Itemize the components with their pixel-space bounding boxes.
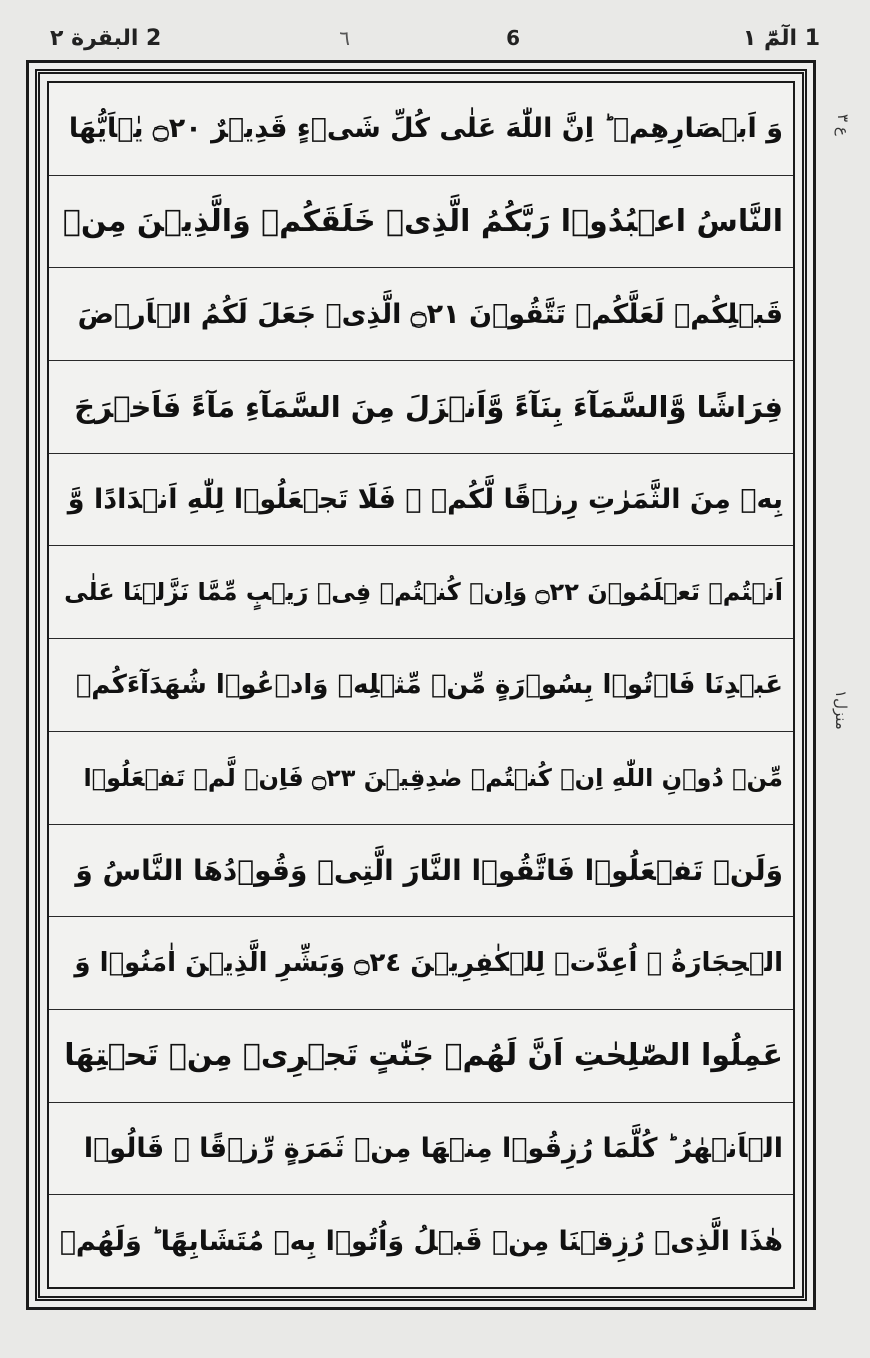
verse-text: الۡاَنۡهٰرُ ؕ كُلَّمَا رُزِقُوۡا مِنۡهَا مِنۡ ثَمَرَةٍ رِّزۡقًا ۙ قَالُوۡا xyxy=(83,1132,783,1164)
verse-text: مِّنۡ دُوۡنِ اللّٰهِ اِنۡ كُنۡتُمۡ صٰدِقِيۡنَ ۝٢٣ فَاِنۡ لَّمۡ تَفۡعَلُوۡا xyxy=(83,763,783,792)
verse-text: قَبۡلِكُمۡ لَعَلَّكُمۡ تَتَّقُوۡنَ ۝٢١ الَّذِىۡ جَعَلَ لَكُمُ الۡاَرۡضَ xyxy=(77,298,783,330)
verse-line xyxy=(49,83,793,176)
verse-text: اَنۡتُمۡ تَعۡلَمُوۡنَ ۝٢٢ وَاِنۡ كُنۡتُمۡ فِىۡ رَيۡبٍ مِّمَّا نَزَّلۡنَا عَلٰى xyxy=(64,578,783,607)
page-number: 6 xyxy=(506,26,520,50)
verse-text: بِهٖ مِنَ الثَّمَرٰتِ رِزۡقًا لَّكُمۡ ۚ فَلَا تَجۡعَلُوۡا لِلّٰهِ اَنۡدَادًا وَّ xyxy=(67,484,783,516)
page-number-arabic: ٦ xyxy=(339,26,350,50)
verse-text: الۡحِجَارَةُ ۖ اُعِدَّتۡ لِلۡكٰفِرِيۡنَ ۝٢٤ وَبَشِّرِ الَّذِيۡنَ اٰمَنُوۡا وَ xyxy=(74,948,783,979)
verse-line xyxy=(49,732,793,825)
page-frame xyxy=(26,60,816,1310)
surah-label: 2 البقرة ٢ xyxy=(50,26,162,51)
verse-line xyxy=(49,1010,793,1103)
verse-text: عَمِلُوا الصّٰلِحٰتِ اَنَّ لَهُمۡ جَنّٰتٍ تَجۡرِىۡ مِنۡ تَحۡتِهَا xyxy=(64,1038,783,1074)
verse-line xyxy=(49,825,793,918)
verse-line xyxy=(49,917,793,1010)
verse-line xyxy=(49,176,793,269)
verse-line xyxy=(49,639,793,732)
verse-lines xyxy=(49,83,793,1287)
verse-line xyxy=(49,1195,793,1287)
text-area xyxy=(47,81,795,1289)
verse-line xyxy=(49,361,793,454)
verse-text: عَبۡدِنَا فَاۡتُوۡا بِسُوۡرَةٍ مِّنۡ مِّثۡلِهٖ وَادۡعُوۡا شُهَدَآءَكُمۡ xyxy=(75,669,783,700)
verse-line xyxy=(49,454,793,547)
verse-line xyxy=(49,1103,793,1196)
verse-text: وَ اَبۡصَارِهِمۡ ؕ اِنَّ اللّٰهَ عَلٰى كُلِّ شَىۡءٍ قَدِيۡرٌ ۝٢٠ يٰۤاَيُّهَا xyxy=(68,113,783,145)
verse-text: النَّاسُ اعۡبُدُوۡا رَبَّكُمُ الَّذِىۡ خَلَقَكُمۡ وَالَّذِيۡنَ مِنۡ xyxy=(62,204,783,240)
verse-line xyxy=(49,546,793,639)
verse-text: فِرَاشًا وَّالسَّمَآءَ بِنَآءً وَّاَنۡزَلَ مِنَ السَّمَآءِ مَآءً فَاَخۡرَجَ xyxy=(74,389,783,424)
verse-line xyxy=(49,268,793,361)
page-header xyxy=(40,18,830,58)
verse-text: هٰذَا الَّذِىۡ رُزِقۡنَا مِنۡ قَبۡلُ وَاُتُوۡا بِهٖ مُتَشَابِهًا ؕ وَلَهُمۡ xyxy=(59,1225,783,1257)
verse-text: وَلَنۡ تَفۡعَلُوۡا فَاتَّقُوۡا النَّارَ الَّتِىۡ وَقُوۡدُهَا النَّاسُ وَ xyxy=(75,853,783,887)
juz-label: 1 الٓمّٓ ١ xyxy=(742,26,820,51)
ruku-mark: ع ٣ xyxy=(834,114,852,136)
manzil-mark: منزل١ xyxy=(832,690,850,730)
